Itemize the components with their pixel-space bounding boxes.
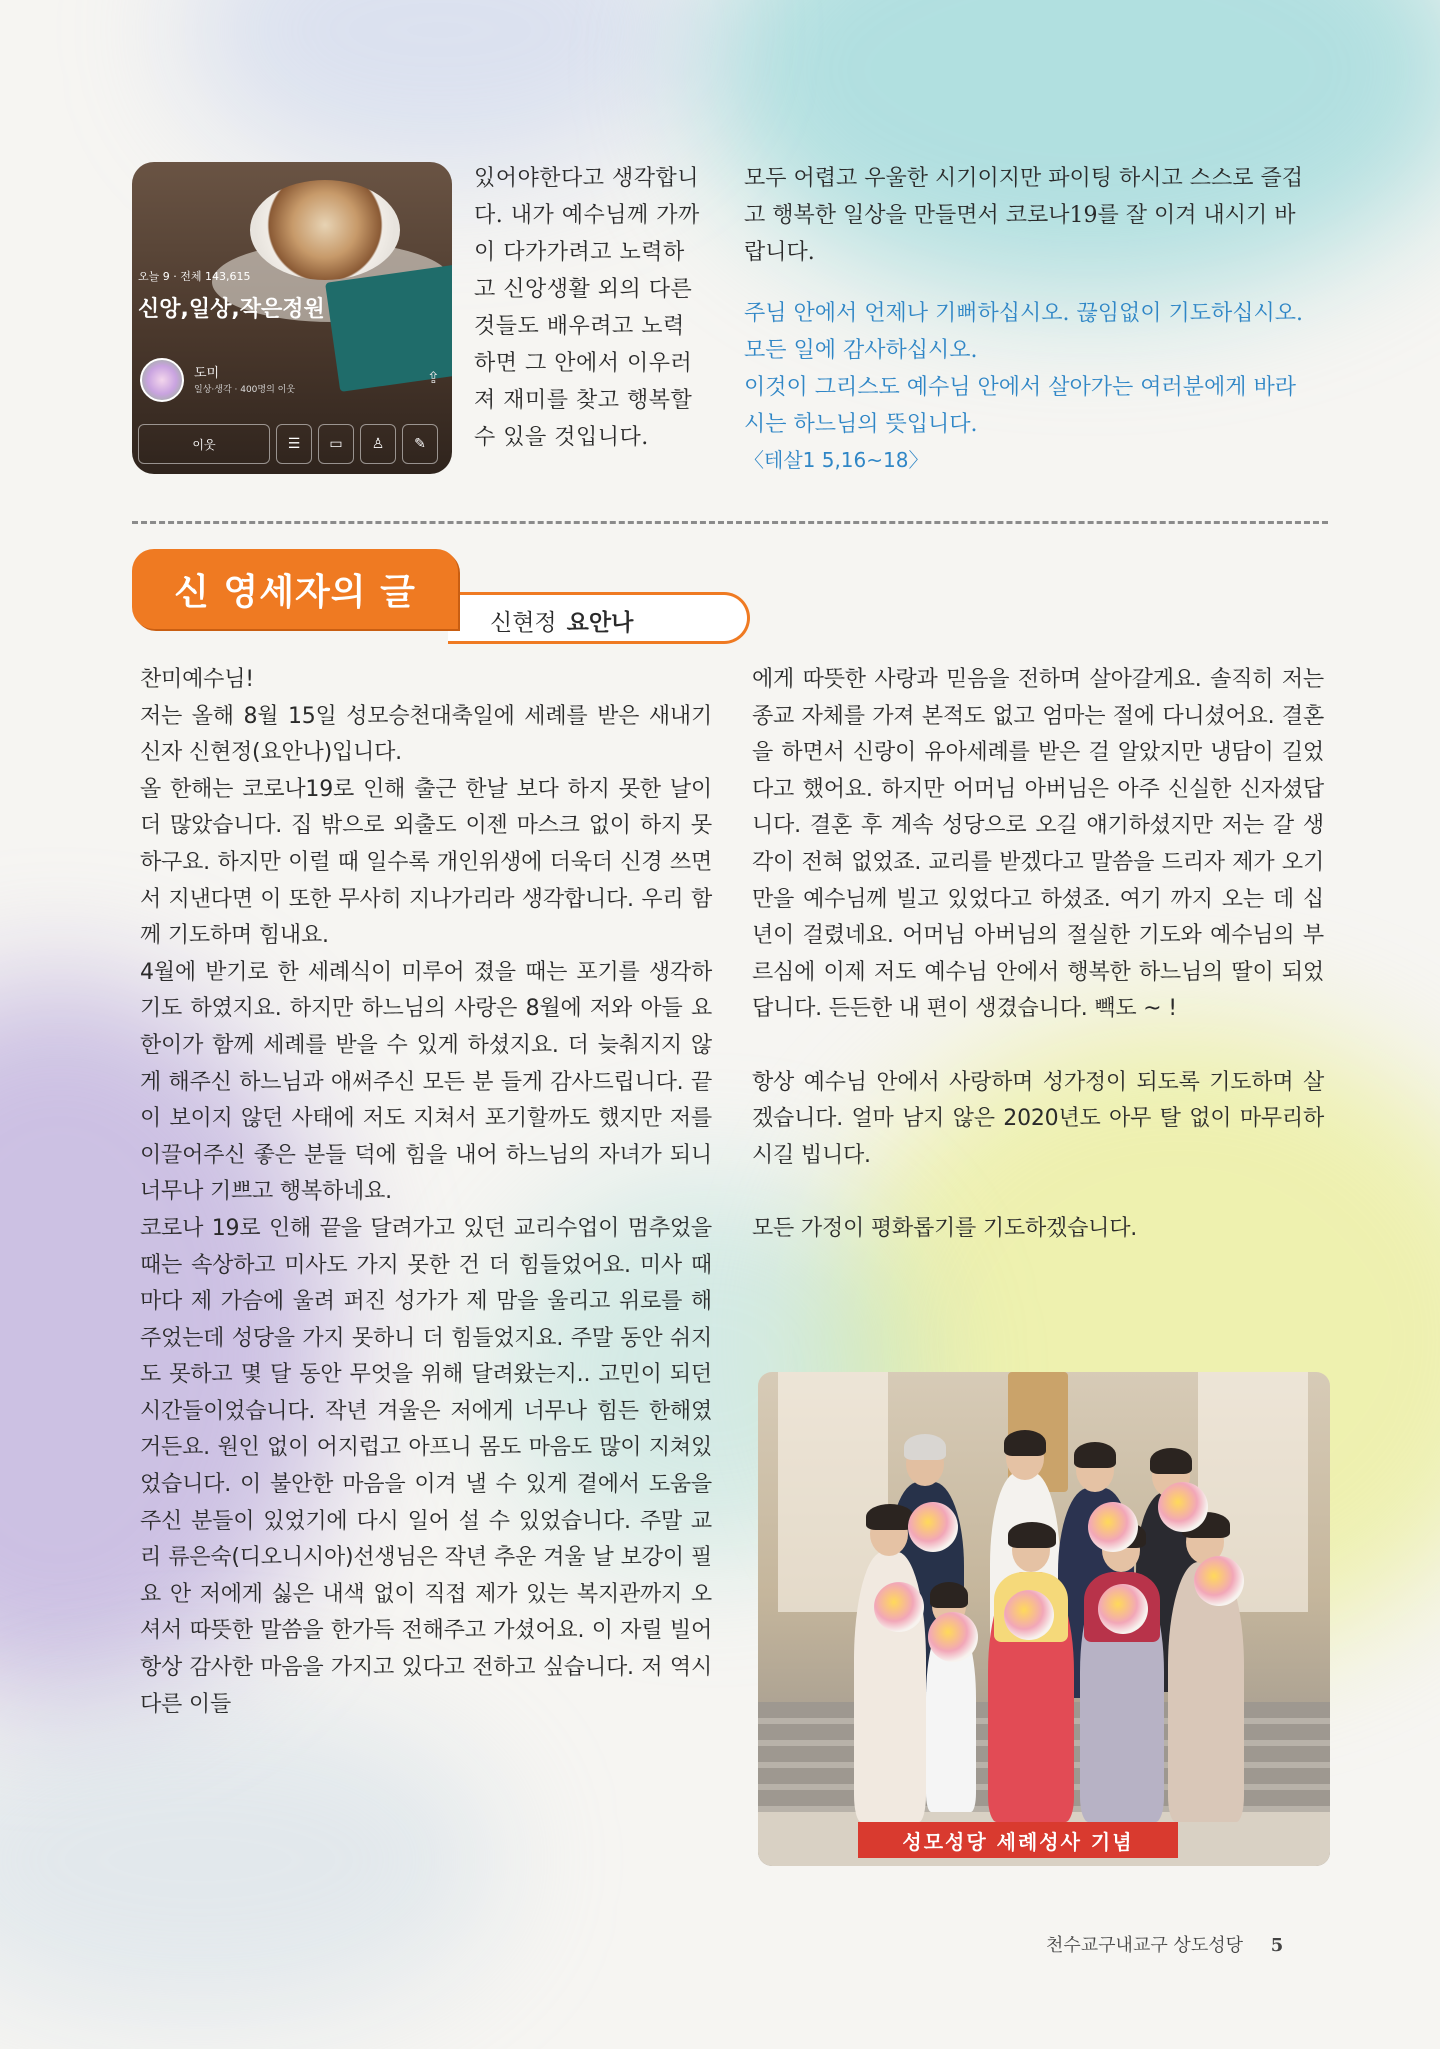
closing-text: 모두 어렵고 우울한 시기이지만 파이팅 하시고 스스로 즐겁고 행복한 일상을 만들면서 코로나19를 잘 이겨 내시기 바랍니다.	[744, 166, 1304, 265]
paragraph: 찬미예수님!	[140, 667, 254, 692]
paragraph: 코로나 19로 인해 끝을 달려가고 있던 교리수업이 멈추었을 때는 속상하고 미사도 가지 못한 건 더 힘들었어요. 미사 때 마다 제 가슴에 울려 퍼진 성가가 제 맘을 울리고 위로를 해 주었는데 성당을 가지 못하니 더 힘들었지요. 주말 동안 쉬지도 못하고 몇 달 동안 무엇을 위해 달려왔는지.. 고민이 되던 시간들이었습니다. 작년 겨울은 저에게 너무나 힘든 한해였거든요. 원인 없이 어지럽고 아프니 몸도 마음도 많이 지쳐있었습니다. 이 불안한 마음을 이겨 낼 수 있게 곁에서 도움을 주신 분들이 있었기에 다시 일어 설 수 있었습니다. 주말 교리 류은숙(디오니시아)선생님은 작년 추운 겨울 날 보강이 필요 안 저에게 싫은 내색 없이 직접 제가 있는 복지관까지 오셔서 따뜻한 말씀을 한가득 전해주고 가셨어요. 이 자릴 빌어 항상 감사한 마음을 가지고 있다고 전하고 싶습니다. 저 역시 다른 이들	[140, 1215, 712, 1717]
verse-line: 이것이 그리스도 예수님 안에서 살아가는 여러분에게 바라시는 하느님의 뜻입니다.	[744, 375, 1297, 437]
coffee-cup-image	[250, 180, 400, 280]
blog-action-bar	[138, 424, 446, 464]
paragraph: 저는 올해 8월 15일 성모승천대축일에 세례를 받은 새내기 신자 신현정(요안나)입니다.	[140, 703, 712, 766]
blog-owner-sub: 일상·생각 · 400명의 이웃	[194, 385, 296, 395]
page-number: 5	[1270, 1935, 1284, 1956]
author-baptismal-name: 요안나	[566, 609, 634, 636]
article-right-column	[752, 662, 1324, 1248]
baptism-group-photo	[758, 1372, 1330, 1866]
comment-icon: ▭	[318, 424, 354, 464]
neighbor-button: 이웃	[138, 424, 270, 464]
section-title: 신 영세자의 글	[174, 571, 416, 613]
footer-publication: 천수교구내교구 상도성당	[1046, 1935, 1243, 1956]
paragraph: 항상 예수님 안에서 사랑하며 성가정이 되도록 기도하며 살겠습니다. 얼마 남지 않은 2020년도 아무 탈 없이 마무리하시길 빕니다.	[752, 1069, 1324, 1168]
blog-title: 신앙,일상,작은정원	[138, 297, 325, 322]
edit-icon: ✎	[402, 424, 438, 464]
paragraph: 4월에 받기로 한 세례식이 미루어 졌을 때는 포기를 생각하기도 하였지요. 하지만 하느님의 사랑은 8월에 저와 아들 요한이가 함께 세례를 받을 수 있게 하셨지요. 더 늦춰지지 않게 해주신 하느님과 애써주신 모든 분 들게 감사드립니다. 끝이 보이지 않던 사태에 저도 지쳐서 포기할까도 했지만 저를 이끌어주신 좋은 분들 덕에 힘을 내어 하느님의 자녀가 되니 너무나 기쁘고 행복하네요.	[140, 959, 712, 1205]
paragraph: 에게 따뜻한 사랑과 믿음을 전하며 살아갈게요. 솔직히 저는 종교 자체를 가져 본적도 없고 엄마는 절에 다니셨어요. 결혼을 하면서 신랑이 유아세례를 받은 걸 알았지만 냉담이 길었다고 했어요. 하지만 어머님 아버님은 아주 신실한 신자셨답니다. 결혼 후 계속 성당으로 오길 얘기하셨지만 저는 갈 생각이 전혀 없었죠. 교리를 받겠다고 말씀을 드리자 제가 오기만을 예수님께 빌고 있었다고 하셨죠. 여기 까지 오는 데 십 년이 걸렸네요. 어머님 아버님의 절실한 기도와 예수님의 부르심에 이제 저도 예수님 안에서 행복한 하느님의 딸이 되었답니다. 든든한 내 편이 생겼습니다. 빽도 ~ !	[752, 667, 1324, 1022]
continued-text: 있어야한다고 생각합니다. 내가 예수님께 가까이 다가가려고 노력하고 신앙생활 외의 다른 것들도 배우려고 노력하면 그 안에서 이우러져 재미를 찾고 행복할 수 있을 것입니다.	[474, 166, 700, 450]
author-name: 신현정	[490, 609, 557, 636]
blog-screenshot	[132, 162, 452, 474]
list-icon: ☰	[276, 424, 312, 464]
avatar	[140, 358, 184, 402]
page-footer	[1046, 1931, 1283, 1957]
photo-banner: 성모성당 세례성사 기념	[858, 1822, 1178, 1858]
share-icon: ⇪	[426, 368, 440, 387]
closing-block	[744, 160, 1314, 477]
dashed-divider	[132, 521, 1328, 524]
paragraph: 모든 가정이 평화롭기를 기도하겠습니다.	[752, 1215, 1138, 1241]
author-line	[490, 596, 633, 644]
verse-line: 주님 안에서 언제나 기뻐하십시오. 끊임없이 기도하십시오. 모든 일에 감사하십시오.	[744, 301, 1304, 363]
blog-owner-name: 도미	[194, 366, 220, 381]
article-left-column	[140, 662, 712, 1723]
people-icon: ♙	[360, 424, 396, 464]
verse-reference: 〈테살1 5,16~18〉	[744, 448, 929, 472]
paragraph: 올 한해는 코로나19로 인해 출근 한날 보다 하지 못한 날이 더 많았습니다. 집 밖으로 외출도 이젠 마스크 없이 하지 못하구요. 하지만 이럴 때 일수록 개인위생에 더욱더 신경 쓰면서 지낸다면 이 또한 무사히 지나가리라 생각합니다. 우리 함께 기도하며 힘내요.	[140, 776, 712, 949]
blog-visit-stats: 오늘 9 · 전체 143,615	[138, 270, 251, 283]
bible-verse	[744, 295, 1314, 477]
